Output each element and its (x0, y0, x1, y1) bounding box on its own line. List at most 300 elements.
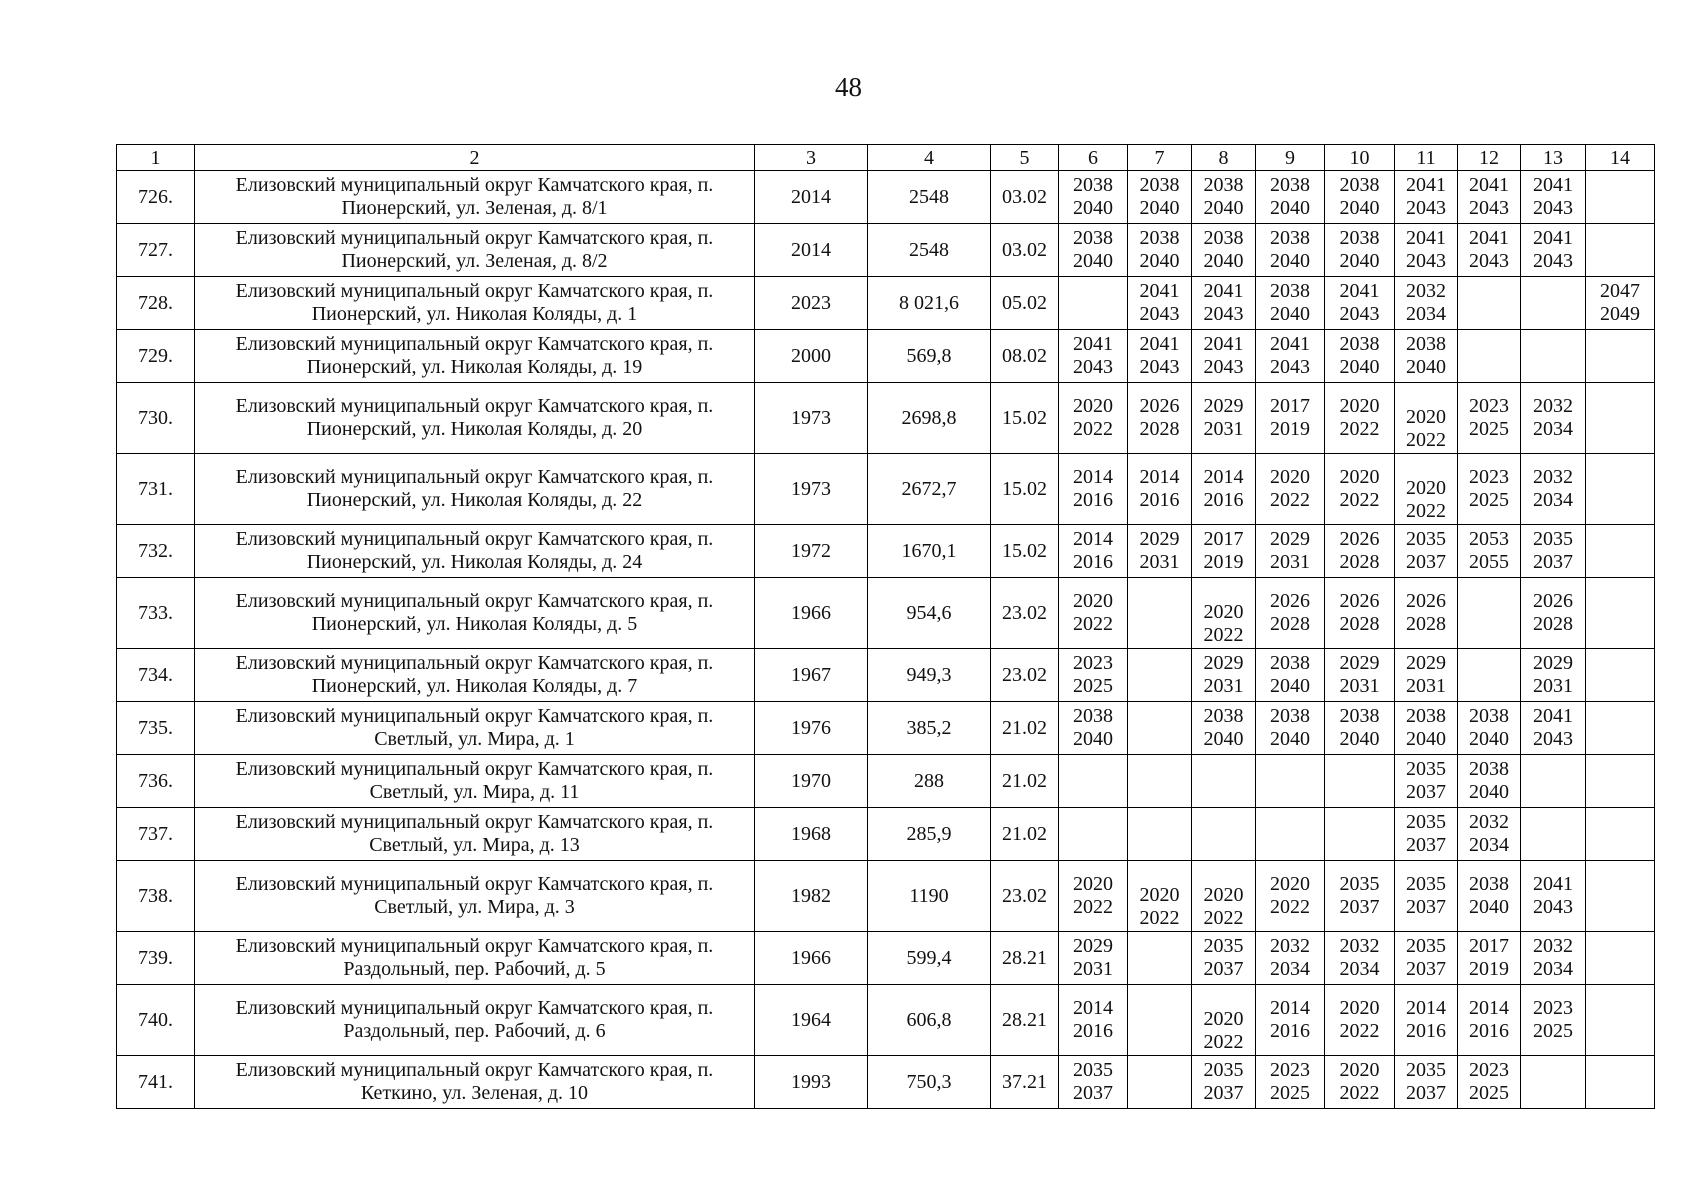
code-cell: 37.21 (991, 1056, 1059, 1109)
period-start: 2020 (1270, 873, 1310, 895)
period-end: 2031 (1339, 675, 1380, 697)
period-cell (1059, 861, 1128, 932)
period-cell (1395, 649, 1458, 702)
address-line: Елизовский муниципальный округ Камчатского края, п. (235, 705, 714, 727)
period-end: 2037 (1203, 1082, 1244, 1104)
area-cell: 606,8 (868, 985, 991, 1056)
address-cell (195, 224, 755, 277)
period-start: 2038 (1339, 174, 1380, 196)
row-number-cell: 731. (117, 454, 195, 525)
table-row (117, 702, 1655, 755)
period-end: 2028 (1339, 613, 1380, 635)
period-cell (1458, 171, 1521, 224)
period-end: 2040 (1469, 728, 1509, 750)
period-cell (1128, 383, 1192, 454)
period-cell (1256, 525, 1325, 578)
period-end: 2037 (1406, 958, 1446, 980)
period-end: 2043 (1073, 356, 1113, 378)
period-start: 2038 (1139, 174, 1180, 196)
period-end: 2040 (1203, 197, 1244, 219)
address-cell (195, 932, 755, 985)
period-end: 2019 (1469, 958, 1509, 980)
period-end: 2028 (1339, 551, 1380, 573)
code-cell: 21.02 (991, 755, 1059, 808)
period-start: 2035 (1339, 873, 1380, 895)
address-cell (195, 383, 755, 454)
period-end: 2031 (1203, 675, 1244, 697)
column-header: 13 (1521, 145, 1586, 171)
period-cell (1192, 171, 1256, 224)
period-end: 2022 (1203, 1031, 1244, 1053)
period-start: 2038 (1073, 705, 1113, 727)
address-line: Елизовский муниципальный округ Камчатского края, п. (235, 333, 714, 355)
period-start: 2029 (1270, 528, 1310, 550)
period-cell (1395, 578, 1458, 649)
period-start: 2041 (1406, 227, 1446, 249)
period-end: 2037 (1406, 834, 1446, 856)
table-row (117, 578, 1655, 649)
period-cell (1059, 808, 1128, 861)
period-end: 2040 (1339, 728, 1380, 750)
period-end: 2022 (1339, 1020, 1380, 1042)
code-cell: 28.21 (991, 985, 1059, 1056)
period-start: 2032 (1469, 811, 1509, 833)
build-year-cell: 1982 (755, 861, 868, 932)
period-end: 2037 (1203, 958, 1244, 980)
table-row (117, 171, 1655, 224)
column-header: 7 (1128, 145, 1192, 171)
period-cell (1458, 1056, 1521, 1109)
period-start: 2023 (1469, 1059, 1509, 1081)
period-start: 2023 (1270, 1059, 1310, 1081)
period-start: 2020 (1406, 406, 1446, 428)
period-start: 2020 (1203, 1008, 1244, 1030)
period-cell (1256, 1056, 1325, 1109)
address-line: Елизовский муниципальный округ Камчатского края, п. (235, 997, 714, 1019)
period-end: 2040 (1073, 197, 1113, 219)
period-cell (1256, 649, 1325, 702)
address-line: Пионерский, ул. Николая Коляды, д. 20 (306, 418, 643, 440)
code-cell: 23.02 (991, 861, 1059, 932)
period-start: 2041 (1469, 227, 1509, 249)
code-cell: 21.02 (991, 702, 1059, 755)
table-row (117, 1056, 1655, 1109)
period-cell (1521, 383, 1586, 454)
period-cell (1256, 454, 1325, 525)
period-start: 2029 (1203, 652, 1244, 674)
period-end: 2022 (1270, 489, 1310, 511)
period-cell (1521, 224, 1586, 277)
period-start: 2029 (1139, 528, 1180, 550)
period-end: 2040 (1139, 250, 1180, 272)
address-line: Пионерский, ул. Николая Коляды, д. 7 (311, 675, 638, 697)
row-number-cell: 726. (117, 171, 195, 224)
period-start: 2014 (1469, 997, 1509, 1019)
period-cell (1586, 702, 1655, 755)
column-header: 1 (117, 145, 195, 171)
period-end: 2034 (1339, 958, 1380, 980)
build-year-cell: 2023 (755, 277, 868, 330)
period-cell (1458, 454, 1521, 525)
address-cell (195, 330, 755, 383)
period-end: 2025 (1270, 1082, 1310, 1104)
period-end: 2031 (1073, 958, 1113, 980)
period-cell (1192, 861, 1256, 932)
period-end: 2049 (1600, 303, 1640, 325)
period-start: 2035 (1406, 935, 1446, 957)
period-cell (1458, 861, 1521, 932)
period-cell (1059, 755, 1128, 808)
period-start: 2023 (1469, 466, 1509, 488)
address-line: Елизовский муниципальный округ Камчатского края, п. (235, 758, 714, 780)
row-number-cell: 727. (117, 224, 195, 277)
period-start: 2029 (1533, 652, 1573, 674)
area-cell: 385,2 (868, 702, 991, 755)
period-start: 2041 (1533, 873, 1573, 895)
period-cell (1192, 755, 1256, 808)
period-end: 2028 (1406, 613, 1446, 635)
period-end: 2031 (1270, 551, 1310, 573)
period-end: 2028 (1533, 613, 1573, 635)
period-cell (1458, 224, 1521, 277)
period-start: 2038 (1270, 227, 1310, 249)
period-end: 2034 (1406, 303, 1446, 325)
period-start: 2038 (1406, 705, 1446, 727)
period-cell (1059, 277, 1128, 330)
period-start: 2026 (1339, 590, 1380, 612)
period-end: 2040 (1270, 675, 1310, 697)
period-start: 2035 (1073, 1059, 1113, 1081)
period-cell (1256, 755, 1325, 808)
row-number-cell: 733. (117, 578, 195, 649)
table-row (117, 985, 1655, 1056)
period-cell (1521, 649, 1586, 702)
period-start: 2017 (1270, 395, 1310, 417)
period-end: 2040 (1073, 250, 1113, 272)
period-cell (1059, 171, 1128, 224)
area-cell: 2672,7 (868, 454, 991, 525)
build-year-cell: 2014 (755, 171, 868, 224)
period-start: 2035 (1406, 873, 1446, 895)
period-cell (1458, 277, 1521, 330)
period-end: 2022 (1139, 907, 1180, 929)
period-cell (1521, 525, 1586, 578)
period-start: 2020 (1073, 590, 1113, 612)
period-end: 2055 (1469, 551, 1509, 573)
period-cell (1128, 330, 1192, 383)
period-start: 2041 (1270, 333, 1310, 355)
period-cell (1586, 755, 1655, 808)
period-cell (1256, 171, 1325, 224)
period-start: 2041 (1203, 280, 1244, 302)
period-end: 2040 (1339, 356, 1380, 378)
address-line: Пионерский, ул. Николая Коляды, д. 19 (306, 356, 643, 378)
address-cell (195, 755, 755, 808)
period-cell (1059, 330, 1128, 383)
period-end: 2016 (1406, 1020, 1446, 1042)
period-cell (1458, 649, 1521, 702)
column-header: 8 (1192, 145, 1256, 171)
period-cell (1586, 861, 1655, 932)
period-start: 2014 (1073, 528, 1113, 550)
period-cell (1586, 383, 1655, 454)
period-end: 2040 (1203, 250, 1244, 272)
period-start: 2038 (1469, 758, 1509, 780)
period-end: 2040 (1203, 728, 1244, 750)
area-cell: 1670,1 (868, 525, 991, 578)
period-start: 2041 (1533, 174, 1573, 196)
period-cell (1521, 861, 1586, 932)
table-header-row (117, 145, 1655, 171)
period-cell (1128, 755, 1192, 808)
period-cell (1256, 861, 1325, 932)
period-cell (1586, 454, 1655, 525)
period-cell (1521, 578, 1586, 649)
period-cell (1059, 383, 1128, 454)
address-line: Пионерский, ул. Николая Коляды, д. 22 (306, 489, 643, 511)
period-end: 2016 (1469, 1020, 1509, 1042)
row-number-cell: 735. (117, 702, 195, 755)
period-end: 2043 (1203, 356, 1244, 378)
period-start: 2047 (1600, 280, 1640, 302)
period-cell (1325, 808, 1395, 861)
period-cell (1586, 525, 1655, 578)
period-start: 2029 (1073, 935, 1113, 957)
build-year-cell: 2014 (755, 224, 868, 277)
period-start: 2023 (1533, 997, 1573, 1019)
code-cell: 15.02 (991, 525, 1059, 578)
period-start: 2023 (1073, 652, 1113, 674)
period-cell (1059, 578, 1128, 649)
period-start: 2032 (1533, 395, 1573, 417)
period-start: 2020 (1073, 873, 1113, 895)
address-cell (195, 861, 755, 932)
period-start: 2032 (1406, 280, 1446, 302)
period-start: 2026 (1270, 590, 1310, 612)
address-cell (195, 702, 755, 755)
period-end: 2022 (1203, 624, 1244, 646)
period-cell (1395, 985, 1458, 1056)
build-year-cell: 1972 (755, 525, 868, 578)
period-end: 2025 (1469, 418, 1509, 440)
area-cell: 2548 (868, 224, 991, 277)
period-end: 2019 (1203, 551, 1244, 573)
period-end: 2043 (1469, 197, 1509, 219)
period-end: 2031 (1139, 551, 1180, 573)
period-cell (1521, 932, 1586, 985)
period-end: 2043 (1406, 197, 1446, 219)
period-start: 2038 (1073, 174, 1113, 196)
address-line: Елизовский муниципальный округ Камчатского края, п. (235, 873, 714, 895)
period-end: 2040 (1469, 896, 1509, 918)
area-cell: 2548 (868, 171, 991, 224)
period-cell (1128, 454, 1192, 525)
period-cell (1586, 224, 1655, 277)
period-cell (1325, 454, 1395, 525)
period-end: 2022 (1339, 489, 1380, 511)
address-line: Пионерский, ул. Зеленая, д. 8/1 (341, 197, 608, 219)
period-cell (1586, 171, 1655, 224)
period-cell (1521, 1056, 1586, 1109)
address-cell (195, 277, 755, 330)
period-end: 2022 (1073, 418, 1113, 440)
address-line: Кеткино, ул. Зеленая, д. 10 (360, 1082, 589, 1104)
table-row (117, 383, 1655, 454)
period-cell (1458, 578, 1521, 649)
table-row (117, 330, 1655, 383)
address-line: Раздольный, пер. Рабочий, д. 5 (343, 958, 606, 980)
period-end: 2043 (1270, 356, 1310, 378)
table-row (117, 755, 1655, 808)
area-cell: 2698,8 (868, 383, 991, 454)
period-start: 2020 (1139, 884, 1180, 906)
area-cell: 954,6 (868, 578, 991, 649)
period-cell (1325, 755, 1395, 808)
period-start: 2020 (1339, 1059, 1380, 1081)
period-cell (1521, 755, 1586, 808)
period-cell (1521, 454, 1586, 525)
column-header: 3 (755, 145, 868, 171)
period-cell (1059, 224, 1128, 277)
period-cell (1521, 808, 1586, 861)
build-year-cell: 1966 (755, 932, 868, 985)
period-end: 2043 (1533, 728, 1573, 750)
period-end: 2043 (1533, 250, 1573, 272)
address-cell (195, 1056, 755, 1109)
row-number-cell: 730. (117, 383, 195, 454)
address-line: Елизовский муниципальный округ Камчатского края, п. (235, 174, 714, 196)
address-cell (195, 649, 755, 702)
period-cell (1325, 383, 1395, 454)
address-cell (195, 454, 755, 525)
period-end: 2040 (1270, 303, 1310, 325)
period-start: 2038 (1339, 333, 1380, 355)
period-start: 2014 (1406, 997, 1446, 1019)
period-end: 2034 (1533, 489, 1573, 511)
period-cell (1395, 755, 1458, 808)
period-cell (1395, 224, 1458, 277)
period-cell (1586, 808, 1655, 861)
period-cell (1586, 1056, 1655, 1109)
period-start: 2020 (1339, 395, 1380, 417)
period-end: 2037 (1406, 551, 1446, 573)
row-number-cell: 739. (117, 932, 195, 985)
period-cell (1059, 985, 1128, 1056)
period-start: 2038 (1339, 705, 1380, 727)
period-start: 2014 (1073, 466, 1113, 488)
period-cell (1128, 277, 1192, 330)
code-cell: 03.02 (991, 224, 1059, 277)
address-line: Елизовский муниципальный округ Камчатского края, п. (235, 395, 714, 417)
period-start: 2038 (1203, 705, 1244, 727)
period-end: 2025 (1469, 489, 1509, 511)
build-year-cell: 1964 (755, 985, 868, 1056)
period-start: 2038 (1203, 227, 1244, 249)
period-cell (1325, 861, 1395, 932)
column-header: 6 (1059, 145, 1128, 171)
period-end: 2040 (1270, 250, 1310, 272)
address-line: Елизовский муниципальный округ Камчатского края, п. (235, 811, 714, 833)
period-cell (1256, 702, 1325, 755)
period-end: 2028 (1139, 418, 1180, 440)
address-line: Елизовский муниципальный округ Камчатского края, п. (235, 935, 714, 957)
period-start: 2023 (1469, 395, 1509, 417)
build-year-cell: 1973 (755, 454, 868, 525)
period-start: 2035 (1406, 758, 1446, 780)
column-header: 14 (1586, 145, 1655, 171)
build-year-cell: 2000 (755, 330, 868, 383)
period-start: 2038 (1406, 333, 1446, 355)
column-header: 5 (991, 145, 1059, 171)
period-start: 2026 (1406, 590, 1446, 612)
period-start: 2026 (1533, 590, 1573, 612)
period-end: 2016 (1203, 489, 1244, 511)
period-end: 2037 (1406, 896, 1446, 918)
period-end: 2031 (1203, 418, 1244, 440)
period-cell (1192, 383, 1256, 454)
period-cell (1192, 578, 1256, 649)
period-end: 2016 (1139, 489, 1180, 511)
period-cell (1059, 649, 1128, 702)
row-number-cell: 728. (117, 277, 195, 330)
code-cell: 08.02 (991, 330, 1059, 383)
period-cell (1128, 1056, 1192, 1109)
period-cell (1256, 277, 1325, 330)
period-cell (1325, 932, 1395, 985)
row-number-cell: 732. (117, 525, 195, 578)
build-year-cell: 1968 (755, 808, 868, 861)
period-cell (1395, 330, 1458, 383)
period-end: 2031 (1406, 675, 1446, 697)
period-cell (1128, 224, 1192, 277)
address-line: Елизовский муниципальный округ Камчатского края, п. (235, 466, 714, 488)
period-start: 2053 (1469, 528, 1509, 550)
period-cell (1325, 330, 1395, 383)
period-cell (1395, 861, 1458, 932)
period-start: 2038 (1203, 174, 1244, 196)
period-start: 2014 (1270, 997, 1310, 1019)
period-end: 2037 (1406, 781, 1446, 803)
address-line: Елизовский муниципальный округ Камчатского края, п. (235, 590, 714, 612)
period-cell (1192, 525, 1256, 578)
period-start: 2032 (1533, 466, 1573, 488)
address-line: Пионерский, ул. Николая Коляды, д. 24 (306, 551, 643, 573)
period-end: 2022 (1406, 500, 1446, 522)
code-cell: 03.02 (991, 171, 1059, 224)
period-cell (1192, 985, 1256, 1056)
period-start: 2041 (1406, 174, 1446, 196)
period-end: 2034 (1533, 418, 1573, 440)
row-number-cell: 741. (117, 1056, 195, 1109)
row-number-cell: 737. (117, 808, 195, 861)
column-header: 12 (1458, 145, 1521, 171)
period-start: 2038 (1073, 227, 1113, 249)
period-cell (1395, 383, 1458, 454)
table-row (117, 649, 1655, 702)
period-cell (1458, 985, 1521, 1056)
area-cell: 599,4 (868, 932, 991, 985)
period-start: 2035 (1406, 528, 1446, 550)
period-cell (1192, 1056, 1256, 1109)
period-start: 2014 (1139, 466, 1180, 488)
period-end: 2043 (1339, 303, 1380, 325)
address-cell (195, 578, 755, 649)
code-cell: 28.21 (991, 932, 1059, 985)
period-cell (1395, 171, 1458, 224)
period-start: 2041 (1533, 227, 1573, 249)
period-cell (1059, 932, 1128, 985)
period-cell (1586, 932, 1655, 985)
